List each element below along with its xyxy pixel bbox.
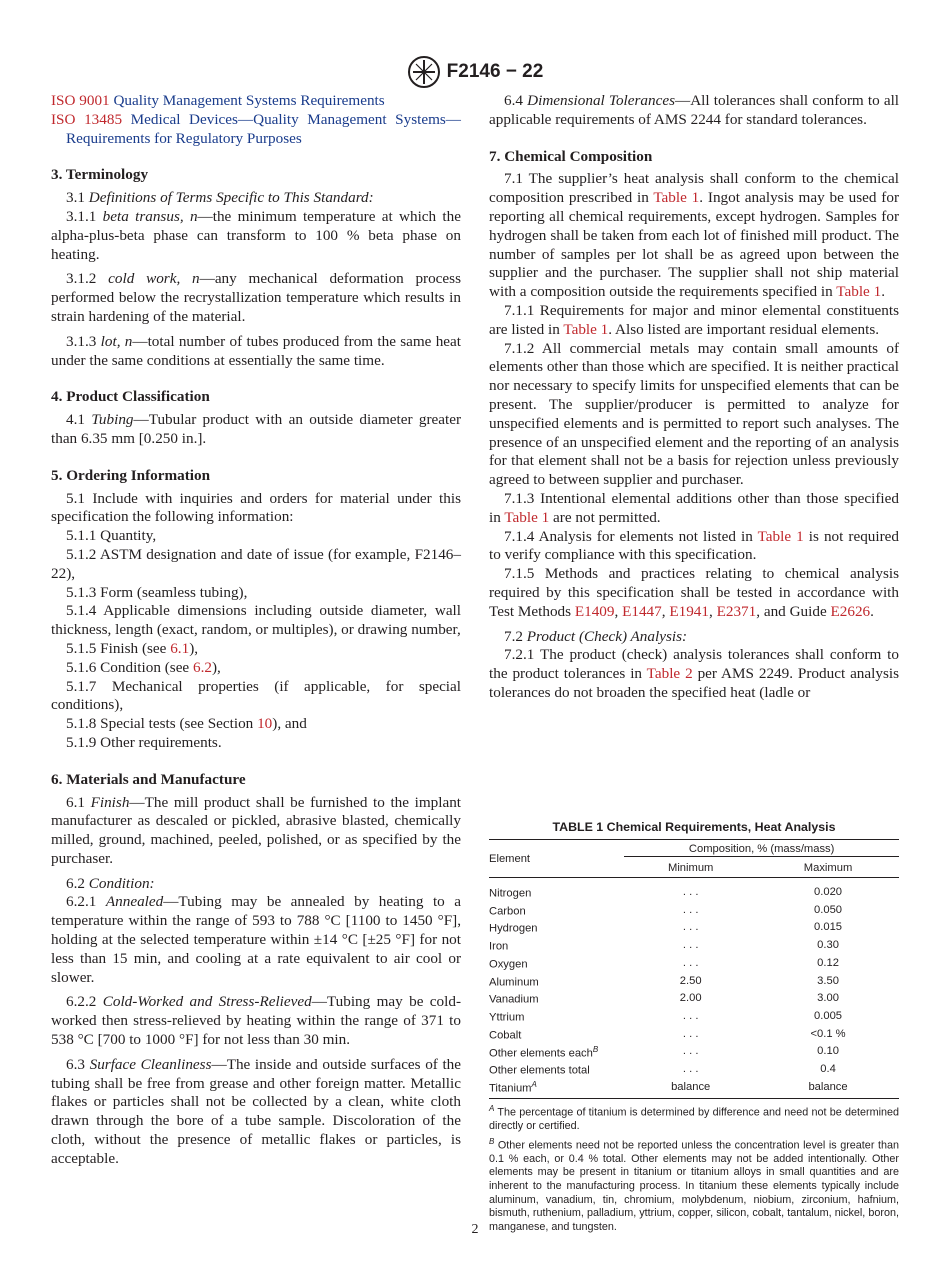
- table-row: [489, 954, 899, 972]
- section-heading: 7. Chemical Composition: [489, 147, 653, 165]
- ref-link[interactable]: ISO 9001: [51, 92, 110, 109]
- astm-logo-icon: [407, 55, 441, 89]
- cell-element: Yttrium: [489, 1011, 525, 1024]
- list-item: 5.1.1 Quantity,: [66, 527, 157, 545]
- designation: F2146 − 22: [446, 61, 544, 82]
- paragraph: 3.1.3 lot, n—total number of tubes produced from the same heat under the same conditions at essentially the same time.: [51, 332, 461, 369]
- paragraph: 7.1 The supplier’s heat analysis shall conform to the chemical composition prescribed in Table 1. Ingot analysis may be used for reporting all chemical requirements, except hydrogen. Samples for hydrogen shall be taken from each lot of finished mill product. The number of samples per lot shall be as agreed upon between the supplier and the purchaser. The supplier shall not ship material with a composition outside the requirements specified in Table 1.: [489, 170, 899, 301]
- cell-maximum: 0.10: [817, 1045, 839, 1058]
- cell-maximum: 0.015: [814, 921, 843, 934]
- table-row: [489, 1025, 899, 1043]
- table-row: [489, 878, 899, 901]
- cell-element: Vanadium: [489, 994, 539, 1007]
- column-group-header: Composition, % (mass/mass): [624, 840, 899, 857]
- table-row: [489, 1007, 899, 1025]
- cell-element: Oxygen: [489, 958, 528, 971]
- table-row: [489, 1060, 899, 1078]
- cell-minimum: . . .: [682, 885, 699, 898]
- table-row: [489, 989, 899, 1007]
- cell-minimum: . . .: [682, 1010, 699, 1022]
- cell-maximum: 0.050: [814, 903, 843, 916]
- cell-element: Carbon: [489, 905, 526, 918]
- left-column: [51, 92, 461, 1169]
- paragraph: 4.1 Tubing—Tubular product with an outside diameter greater than 6.35 mm [0.250 in.].: [51, 411, 462, 447]
- table-row: [489, 936, 899, 954]
- cell-element: Cobalt: [489, 1029, 522, 1042]
- paragraph: 3.1.1 beta transus, n—the minimum temperature at which the alpha-plus-beta phase can transform to 100 % beta phase on heating.: [51, 207, 461, 263]
- cell-element: Titanium$^A$: [489, 1078, 624, 1098]
- cell-maximum: 3.50: [817, 974, 839, 987]
- paragraph: 7.1.5 Methods and practices relating to chemical analysis required by this specification shall be tested in accordance with Test Methods E1409, E1447, E1941, E2371, and Guide E2626.: [489, 565, 899, 620]
- paragraph: 7.1.1 Requirements for major and minor elemental constituents are listed in Table 1. Also listed are important residual elements.: [489, 301, 899, 338]
- paragraph: 5.1 Include with inquiries and orders for material under this specification the following information:: [51, 489, 461, 526]
- ref-link[interactable]: E1941: [669, 602, 709, 620]
- ref-link[interactable]: E2371: [716, 602, 757, 620]
- cell-minimum: . . .: [682, 1045, 699, 1058]
- paragraph: 6.3 Surface Cleanliness—The inside and outside surfaces of the tubing shall be free from grease and other foreign matter. Metallic flakes or particles shall not be collected by a clean, white cloth drawn through the bore of a tube sample. Discoloration of the cloth, without the presence of metallic flakes or particles, is acceptable.: [51, 1055, 462, 1167]
- cell-minimum: . . .: [682, 1027, 699, 1040]
- paragraph: 6.2 Condition:: [66, 874, 155, 892]
- list-item: 5.1.4 Applicable dimensions including outside diameter, wall thickness, length (exact, random, or multiples), or drawing number,: [51, 602, 461, 639]
- paragraph: 3.1 Definitions of Terms Specific to This Standard:: [66, 189, 374, 207]
- column-header: Maximum: [757, 857, 899, 878]
- page-header: [0, 55, 950, 89]
- paragraph: 6.1 Finish—The mill product shall be furnished to the implant manufacturer as descaled or pickled, abrasive blasted, chemically milled, ground, machined, peeled, polished, or as specified by the purchaser.: [51, 793, 462, 867]
- ref-link[interactable]: Table 1: [836, 283, 882, 301]
- cell-element: Hydrogen: [489, 923, 538, 936]
- section-heading: 3. Terminology: [51, 166, 149, 184]
- composition-table: [489, 839, 899, 1099]
- cell-maximum: balance: [757, 1078, 899, 1098]
- cell-maximum: <0.1 %: [810, 1027, 846, 1040]
- column-header: Minimum: [624, 857, 757, 878]
- list-item: 5.1.3 Form (seamless tubing),: [66, 583, 248, 601]
- cell-minimum: 2.50: [679, 974, 702, 987]
- cell-element: Other elements each$^B$: [489, 1044, 599, 1060]
- footnote-b: $^B$ Other elements need not be reported unless the concentration level is greater than 0.1 % each, or 0.4 % total. Other elements may not be added intentionally. Other elements may be present in titanium or titanium alloys in small quantities and are inherent to the manufacturing process. In titanium these elements typically include aluminum, vanadium, tin, chromium, molybdenum, niobium, zirconium, hafnium, bismuth, ruthenium, palladium, yttrium, copper, silicon, cobalt, tantalum, nickel, boron, manganese, and tungsten.: [489, 1136, 899, 1233]
- paragraph: 6.2.1 Annealed—Tubing may be annealed by heating to a temperature within the range of 593 to 788 °C [1100 to 1450 °F], holding at the selected temperature within ±14 °C [±25 °F] for not less than 15 min, and cooling at a rate equivalent to air cool or slower.: [51, 893, 461, 986]
- cell-maximum: 0.020: [814, 885, 843, 898]
- footnote-a: $^A$ The percentage of titanium is determined by difference and need not be determined directly or certified.: [489, 1103, 899, 1132]
- ref-link[interactable]: Table 1: [653, 189, 700, 207]
- cell-minimum: balance: [624, 1078, 757, 1098]
- section-heading: 4. Product Classification: [51, 388, 210, 406]
- paragraph: 7.1.2 All commercial metals may contain small amounts of elements other than those which are specified. It is neither practical nor necessary to specify limits for unspecified elements that can be present. The supplier/producer is permitted to analyze for unspecified elements and is permitted to report such analyses. The presence of an unspecified element and the reporting of an analysis for that element shall not be a basis for rejection unless previously agreed to between supplier and purchaser.: [489, 339, 899, 489]
- reference-iso13485: ISO 13485 Medical Devices—Quality Management Systems—Requirements for Regulatory Purposes: [51, 110, 461, 147]
- cell-minimum: . . .: [682, 903, 699, 916]
- cell-element: Other elements total: [489, 1065, 590, 1078]
- reference-iso9001: ISO 9001 Quality Management Systems Requirements: [51, 92, 385, 109]
- cell-element: Nitrogen: [489, 887, 532, 900]
- cell-minimum: . . .: [682, 939, 699, 952]
- list-item: 5.1.5 Finish (see 6.1),: [66, 639, 199, 657]
- ref-link[interactable]: 10: [257, 715, 273, 733]
- list-item: 5.1.6 Condition (see 6.2),: [66, 658, 221, 676]
- column-header: Element: [489, 840, 624, 878]
- cell-minimum: . . .: [682, 1063, 699, 1076]
- ref-link[interactable]: E1447: [622, 602, 662, 620]
- cell-maximum: 0.005: [814, 1010, 843, 1022]
- list-item: 5.1.7 Mechanical properties (if applicable, for special conditions),: [51, 677, 461, 714]
- cell-minimum: 2.00: [679, 992, 702, 1005]
- ref-link[interactable]: E2626: [830, 602, 871, 620]
- ref-link[interactable]: 6.1: [170, 639, 190, 657]
- paragraph: 6.2.2 Cold-Worked and Stress-Relieved—Tubing may be cold-worked then stress-relieved by heating within the range of 371 to 538 °C [700 to 1000 °F] for not less than 30 min.: [51, 993, 462, 1049]
- page-number: 2: [471, 1222, 479, 1237]
- paragraph: 7.2.1 The product (check) analysis tolerances shall conform to the product tolerances in Table 2 per AMS 2249. Product analysis tolerances do not broaden the specified heat (ladle or: [489, 646, 899, 701]
- list-item: 5.1.8 Special tests (see Section 10), and: [66, 715, 307, 733]
- table-1: [489, 820, 899, 1234]
- table-row: [489, 972, 899, 990]
- cell-minimum: . . .: [682, 956, 699, 969]
- cell-minimum: . . .: [682, 921, 699, 934]
- cell-element: Aluminum: [489, 976, 539, 989]
- ref-link[interactable]: 6.2: [192, 658, 212, 676]
- cell-element: Iron: [489, 940, 509, 953]
- section-heading: 6. Materials and Manufacture: [51, 770, 246, 788]
- ref-link[interactable]: Table 2: [646, 665, 693, 683]
- paragraph: 7.2 Product (Check) Analysis:: [504, 627, 688, 645]
- table-caption: TABLE 1 Chemical Requirements, Heat Analysis: [552, 820, 836, 834]
- paragraph: 3.1.2 cold work, n—any mechanical deformation process performed below the recrystallization temperature which results in strain hardening of the material.: [51, 270, 461, 325]
- ref-link[interactable]: E1409: [574, 602, 615, 620]
- ref-link[interactable]: ISO 13485: [51, 110, 123, 128]
- list-item: 5.1.2 ASTM designation and date of issue (for example, F2146–22),: [51, 545, 461, 582]
- paragraph: 6.4 Dimensional Tolerances—All tolerances shall conform to all applicable requirements of AMS 2244 for standard tolerances.: [489, 92, 900, 128]
- right-column: [489, 92, 899, 703]
- table-row: [489, 1043, 899, 1061]
- paragraph: 7.1.3 Intentional elemental additions other than those specified in Table 1 are not permitted.: [489, 489, 899, 526]
- ref-link[interactable]: Table 1: [757, 527, 804, 545]
- cell-maximum: 0.30: [817, 939, 839, 952]
- table-row: [489, 901, 899, 919]
- ref-link[interactable]: Table 1: [563, 320, 609, 338]
- table-row: [489, 918, 899, 936]
- list-item: 5.1.9 Other requirements.: [66, 733, 222, 751]
- cell-maximum: 0.4: [820, 1063, 836, 1076]
- cell-maximum: 0.12: [817, 956, 839, 969]
- section-heading: 5. Ordering Information: [51, 466, 211, 484]
- table-row: [489, 1078, 899, 1098]
- cell-maximum: 3.00: [817, 992, 839, 1005]
- ref-link[interactable]: Table 1: [504, 508, 550, 526]
- paragraph: 7.1.4 Analysis for elements not listed in Table 1 is not required to verify compliance with this specification.: [489, 527, 899, 564]
